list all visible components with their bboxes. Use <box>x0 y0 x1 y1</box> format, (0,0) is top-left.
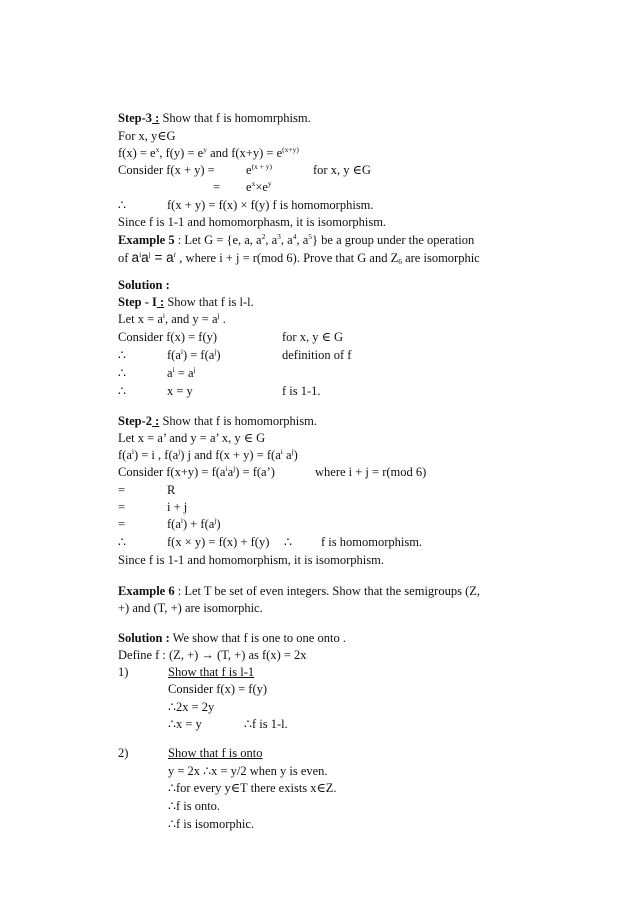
part1-line3: ∴x = y ∴f is 1-l. <box>168 717 288 731</box>
part1-line2: ∴2x = 2y <box>168 700 215 714</box>
step2-line2: $f(a^i) = i$ , $f(a^j)$ j and $f(x + y) = f(a^i$ $a^j$) <box>118 447 298 462</box>
part2-line3: ∴f is onto. <box>168 799 221 813</box>
part1-line1: Consider f(x) = f(y) <box>168 682 268 696</box>
step1-line1: Let $x = a^i$, and $y = a^j$ . <box>118 311 226 326</box>
step1-line2: Consider f(x) = f(y) for x, y ∈ G <box>118 330 343 344</box>
step2-line1: Let x = a’ and y = a’ x, y ∈ G <box>118 431 266 445</box>
step1-line5: ∴ x = y f is 1-1. <box>118 384 321 398</box>
step3-colon: : <box>152 111 160 125</box>
step2-line8: Since f is 1-1 and homomorphism, it is isomorphism. <box>118 553 384 567</box>
example6-line2: +) and (T, +) are isomorphic. <box>118 601 263 615</box>
solution2-intro: Solution : We show that f is one to one onto . <box>118 631 346 645</box>
part2-line4: ∴f is isomorphic. <box>168 817 255 831</box>
step1-heading: Step - I : Show that f is l-l. <box>118 295 254 309</box>
step3-title: Show that f is homomrphism. <box>159 111 311 125</box>
step2-line5: = i + j <box>118 500 188 514</box>
step2-line3: Consider $f(x+y) = f(a^ia^j)$ = f(a’) where i + j = r(mod 6) <box>118 464 427 479</box>
step2-heading: Step-2 : Show that f is homomorphism. <box>118 414 317 428</box>
part2-heading: 2) Show that f is onto <box>118 746 263 760</box>
step3-line3: Consider f(x + y) = $e^{(x + y)}$ for x, y ∈G <box>118 162 371 177</box>
step3-line5: ∴ f(x + y) = f(x) × f(y) f is homomorphism. <box>118 198 374 212</box>
solution1-label: Solution : <box>118 278 170 292</box>
example6-label: Example 6 <box>118 584 175 598</box>
example5-line1: Example 5 : Let G = {e, a, $a^2$, $a^3$, $a^4$, $a^5$} be a group under the operation <box>118 232 475 247</box>
step3-line4: = $e^x\times e^y$ <box>213 179 272 194</box>
solution2-definition: Define f : (Z, +) → (T, +) as f(x) = 2x <box>118 648 307 662</box>
step3-heading <box>118 111 311 126</box>
step2-line7: ∴ f(x × y) = f(x) + f(y) ∴ f is homomorphism. <box>118 535 423 549</box>
example6-line1: Example 6 : Let T be set of even integers. Show that the semigroups (Z, <box>118 584 480 598</box>
step2-line4: = R <box>118 483 176 497</box>
step3-line1: For x, y∈G <box>118 129 176 143</box>
step3-label: Step-3 <box>118 111 153 125</box>
part2-line2: ∴for every y∈T there exists x∈Z. <box>168 781 337 795</box>
step1-line4: ∴ $a^i = a^j$ <box>118 365 196 380</box>
step3-line2: $f(x) = e^x$, $f(y) = e^y$ and $f(x+y) = e^{(x+y)}$ <box>118 145 299 160</box>
step2-line6: = $f(a^i) + f(a^j)$ <box>118 516 221 531</box>
part2-line1: y = 2x ∴x = y/2 when y is even. <box>168 764 328 778</box>
example5-label: Example 5 <box>118 233 175 247</box>
example5-line2: of $a^ia^j = a^r$ , where i + j = r(mod 6). Prove that G and $Z_6$ are isomorphic <box>118 250 480 266</box>
step1-line3: ∴ $f(a^i) = f(a^j)$ definition of f <box>118 347 352 362</box>
step3-line6: Since f is 1-1 and homomorphasm, it is isomorphism. <box>118 215 387 229</box>
part1-heading: 1) Show that f is l-1 <box>118 665 255 679</box>
